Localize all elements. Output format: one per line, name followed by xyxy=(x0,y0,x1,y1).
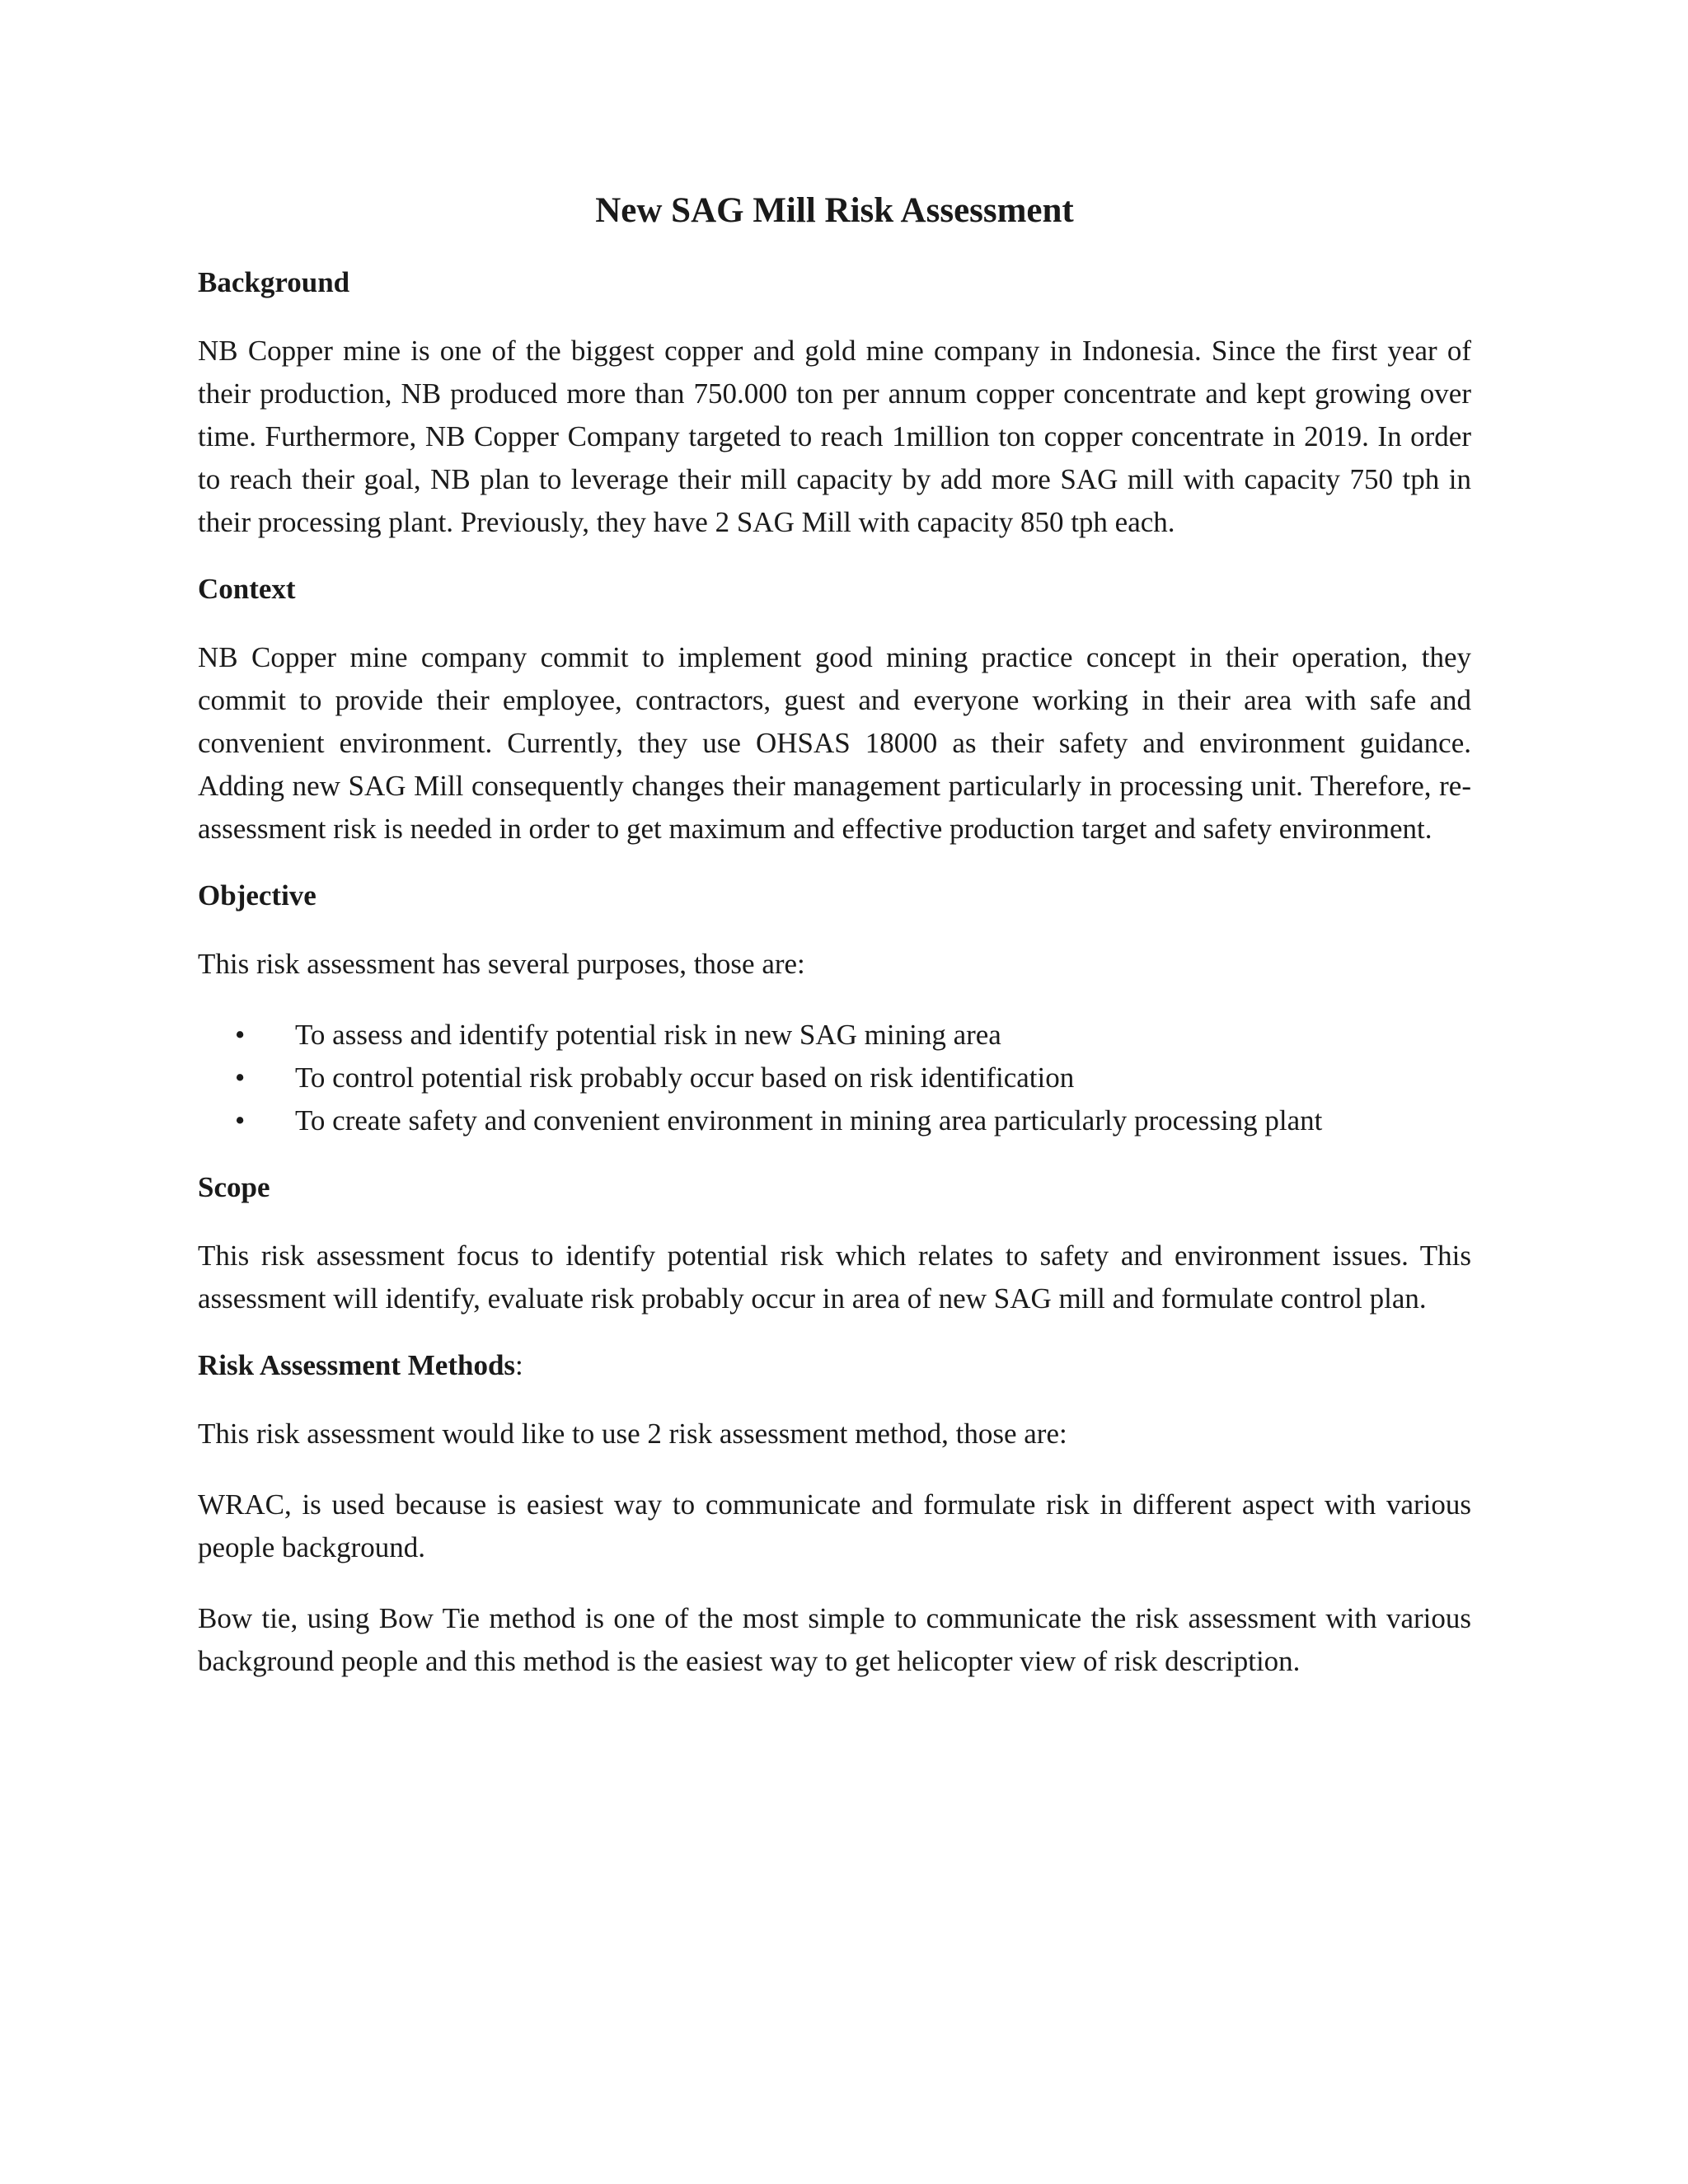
scope-paragraph: This risk assessment focus to identify potential risk which relates to safety and environment issues. This assessment will identify, evaluate risk probably occur in area of new SAG mill and formulate control plan. xyxy=(198,1239,1471,1315)
background-paragraph: NB Copper mine is one of the biggest copper and gold mine company in Indonesia. Since the first year of their production, NB produced more than 750.000 ton per annum copper concentrate and kept growing over time. Furthermore, NB Copper Company targeted to reach 1million ton copper concentrate in 2019. In order to reach their goal, NB plan to leverage their mill capacity by add more SAG mill with capacity 750 tph in their processing plant. Previously, they have 2 SAG Mill with capacity 850 tph each. xyxy=(198,334,1471,538)
methods-intro: This risk assessment would like to use 2 risk assessment method, those are: xyxy=(198,1417,1067,1450)
methods-heading xyxy=(198,1348,1471,1383)
list-item-text: To assess and identify potential risk in new SAG mining area xyxy=(295,1018,1001,1051)
document-page xyxy=(198,190,1471,1711)
document-title: New SAG Mill Risk Assessment xyxy=(595,191,1074,230)
methods-heading-colon: : xyxy=(515,1348,523,1381)
list-item xyxy=(198,1014,1471,1057)
wrac-paragraph: WRAC, is used because is easiest way to communicate and formulate risk in different aspect with various people background. xyxy=(198,1488,1471,1563)
bowtie-paragraph: Bow tie, using Bow Tie method is one of the most simple to communicate the risk assessment with various background people and this method is the easiest way to get helicopter view of risk description. xyxy=(198,1601,1471,1677)
list-item-text: To control potential risk probably occur based on risk identification xyxy=(295,1061,1075,1094)
objective-intro: This risk assessment has several purposes, those are: xyxy=(198,947,805,980)
context-heading: Context xyxy=(198,572,296,605)
list-item xyxy=(198,1099,1471,1142)
bullet-icon: • xyxy=(235,1104,246,1137)
list-item-text: To create safety and convenient environment in mining area particularly processing plant xyxy=(295,1104,1323,1137)
bullet-icon: • xyxy=(235,1018,246,1051)
objective-list xyxy=(198,1014,1471,1142)
background-heading: Background xyxy=(198,265,350,298)
context-paragraph: NB Copper mine company commit to implement good mining practice concept in their operation, they commit to provide their employee, contractors, guest and everyone working in their area with safe and convenient environment. Currently, they use OHSAS 18000 as their safety and environment guidance. Adding new SAG Mill consequently changes their management particularly in processing unit. Therefore, re-assessment risk is needed in order to get maximum and effective production target and safety environment. xyxy=(198,640,1471,845)
methods-heading-text: Risk Assessment Methods xyxy=(198,1348,516,1381)
list-item xyxy=(198,1057,1471,1099)
scope-heading: Scope xyxy=(198,1170,270,1203)
bullet-icon: • xyxy=(235,1061,246,1094)
objective-heading: Objective xyxy=(198,879,316,912)
